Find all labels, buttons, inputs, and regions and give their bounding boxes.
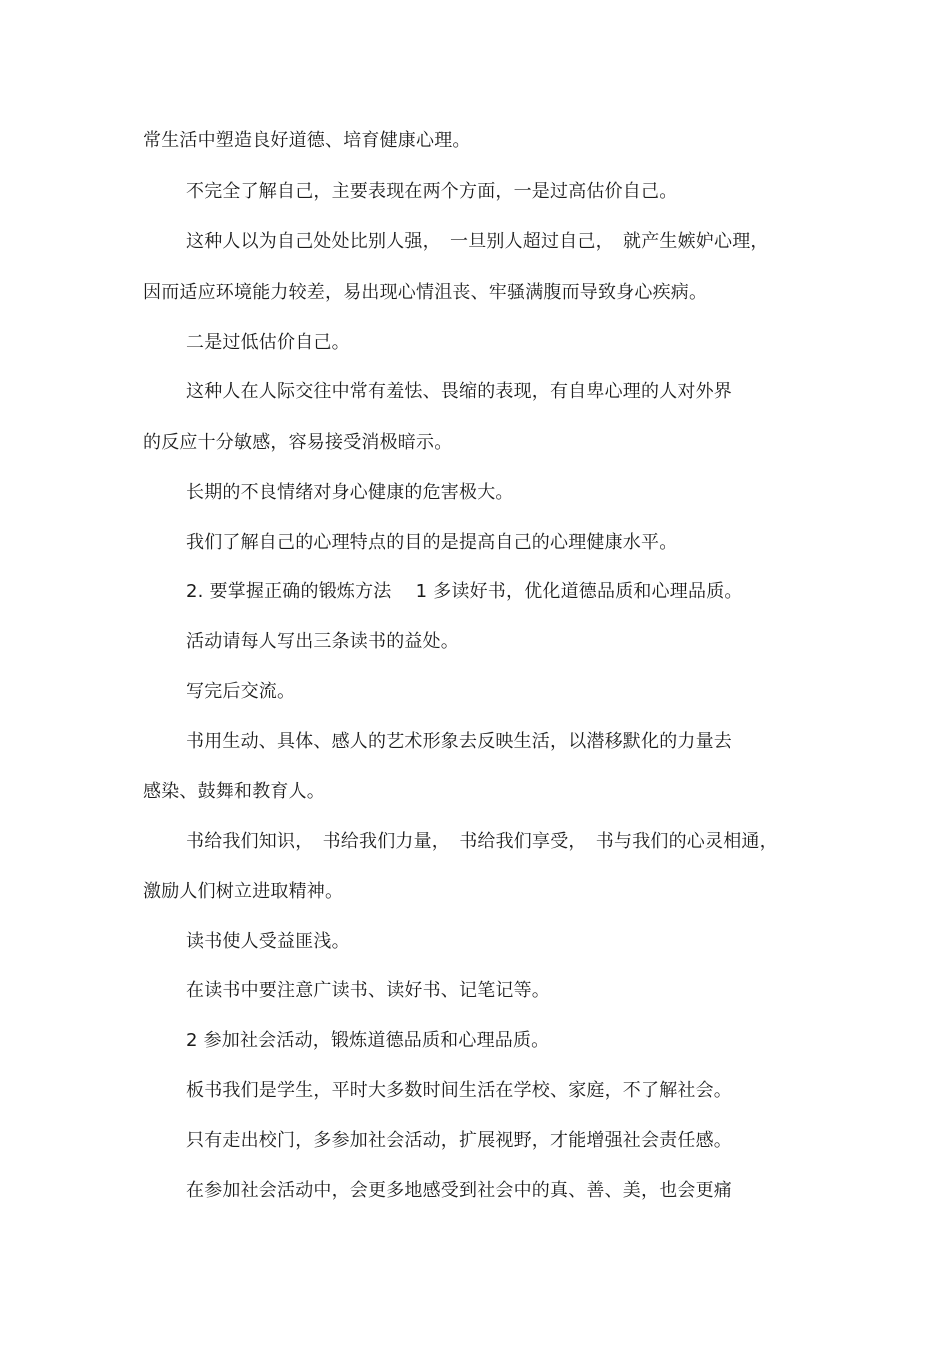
text-line: 的反应十分敏感，容易接受消极暗示。 <box>143 432 453 453</box>
text-line: 在读书中要注意广读书、读好书、记笔记等。 <box>186 980 550 1001</box>
text-line: 我们了解自己的心理特点的目的是提高自己的心理健康水平。 <box>186 532 678 553</box>
text-line: 不完全了解自己，主要表现在两个方面，一是过高估价自己。 <box>186 181 678 202</box>
text-line: 激励人们树立进取精神。 <box>143 881 344 902</box>
text-line: 这种人以为自己处处比别人强， 一旦别人超过自己， 就产生嫉妒心理， <box>186 231 769 252</box>
text-line: 书用生动、具体、感人的艺术形象去反映生活，以潜移默化的力量去 <box>186 731 732 752</box>
text-line: 只有走出校门，多参加社会活动，扩展视野，才能增强社会责任感。 <box>186 1130 732 1151</box>
text-line: 感染、鼓舞和教育人。 <box>143 781 325 802</box>
text-line: 在参加社会活动中，会更多地感受到社会中的真、善、美，也会更痛 <box>186 1180 732 1201</box>
text-line: 2. 要掌握正确的锻炼方法 1 多读好书，优化道德品质和心理品质。 <box>186 581 743 602</box>
text-line: 写完后交流。 <box>186 681 296 702</box>
text-line: 2 参加社会活动，锻炼道德品质和心理品质。 <box>186 1030 550 1051</box>
text-line: 板书我们是学生，平时大多数时间生活在学校、家庭，不了解社会。 <box>186 1080 732 1101</box>
text-line: 这种人在人际交往中常有羞怯、畏缩的表现，有自卑心理的人对外界 <box>186 381 732 402</box>
text-line: 二是过低估价自己。 <box>186 332 350 353</box>
text-line: 活动请每人写出三条读书的益处。 <box>186 631 459 652</box>
text-line: 读书使人受益匪浅。 <box>186 931 350 952</box>
text-line: 书给我们知识， 书给我们力量， 书给我们享受， 书与我们的心灵相通， <box>186 831 778 852</box>
text-line: 因而适应环境能力较差，易出现心情沮丧、牢骚满腹而导致身心疾病。 <box>143 282 708 303</box>
text-line: 常生活中塑造良好道德、培育健康心理。 <box>143 130 471 151</box>
text-line: 长期的不良情绪对身心健康的危害极大。 <box>186 482 514 503</box>
